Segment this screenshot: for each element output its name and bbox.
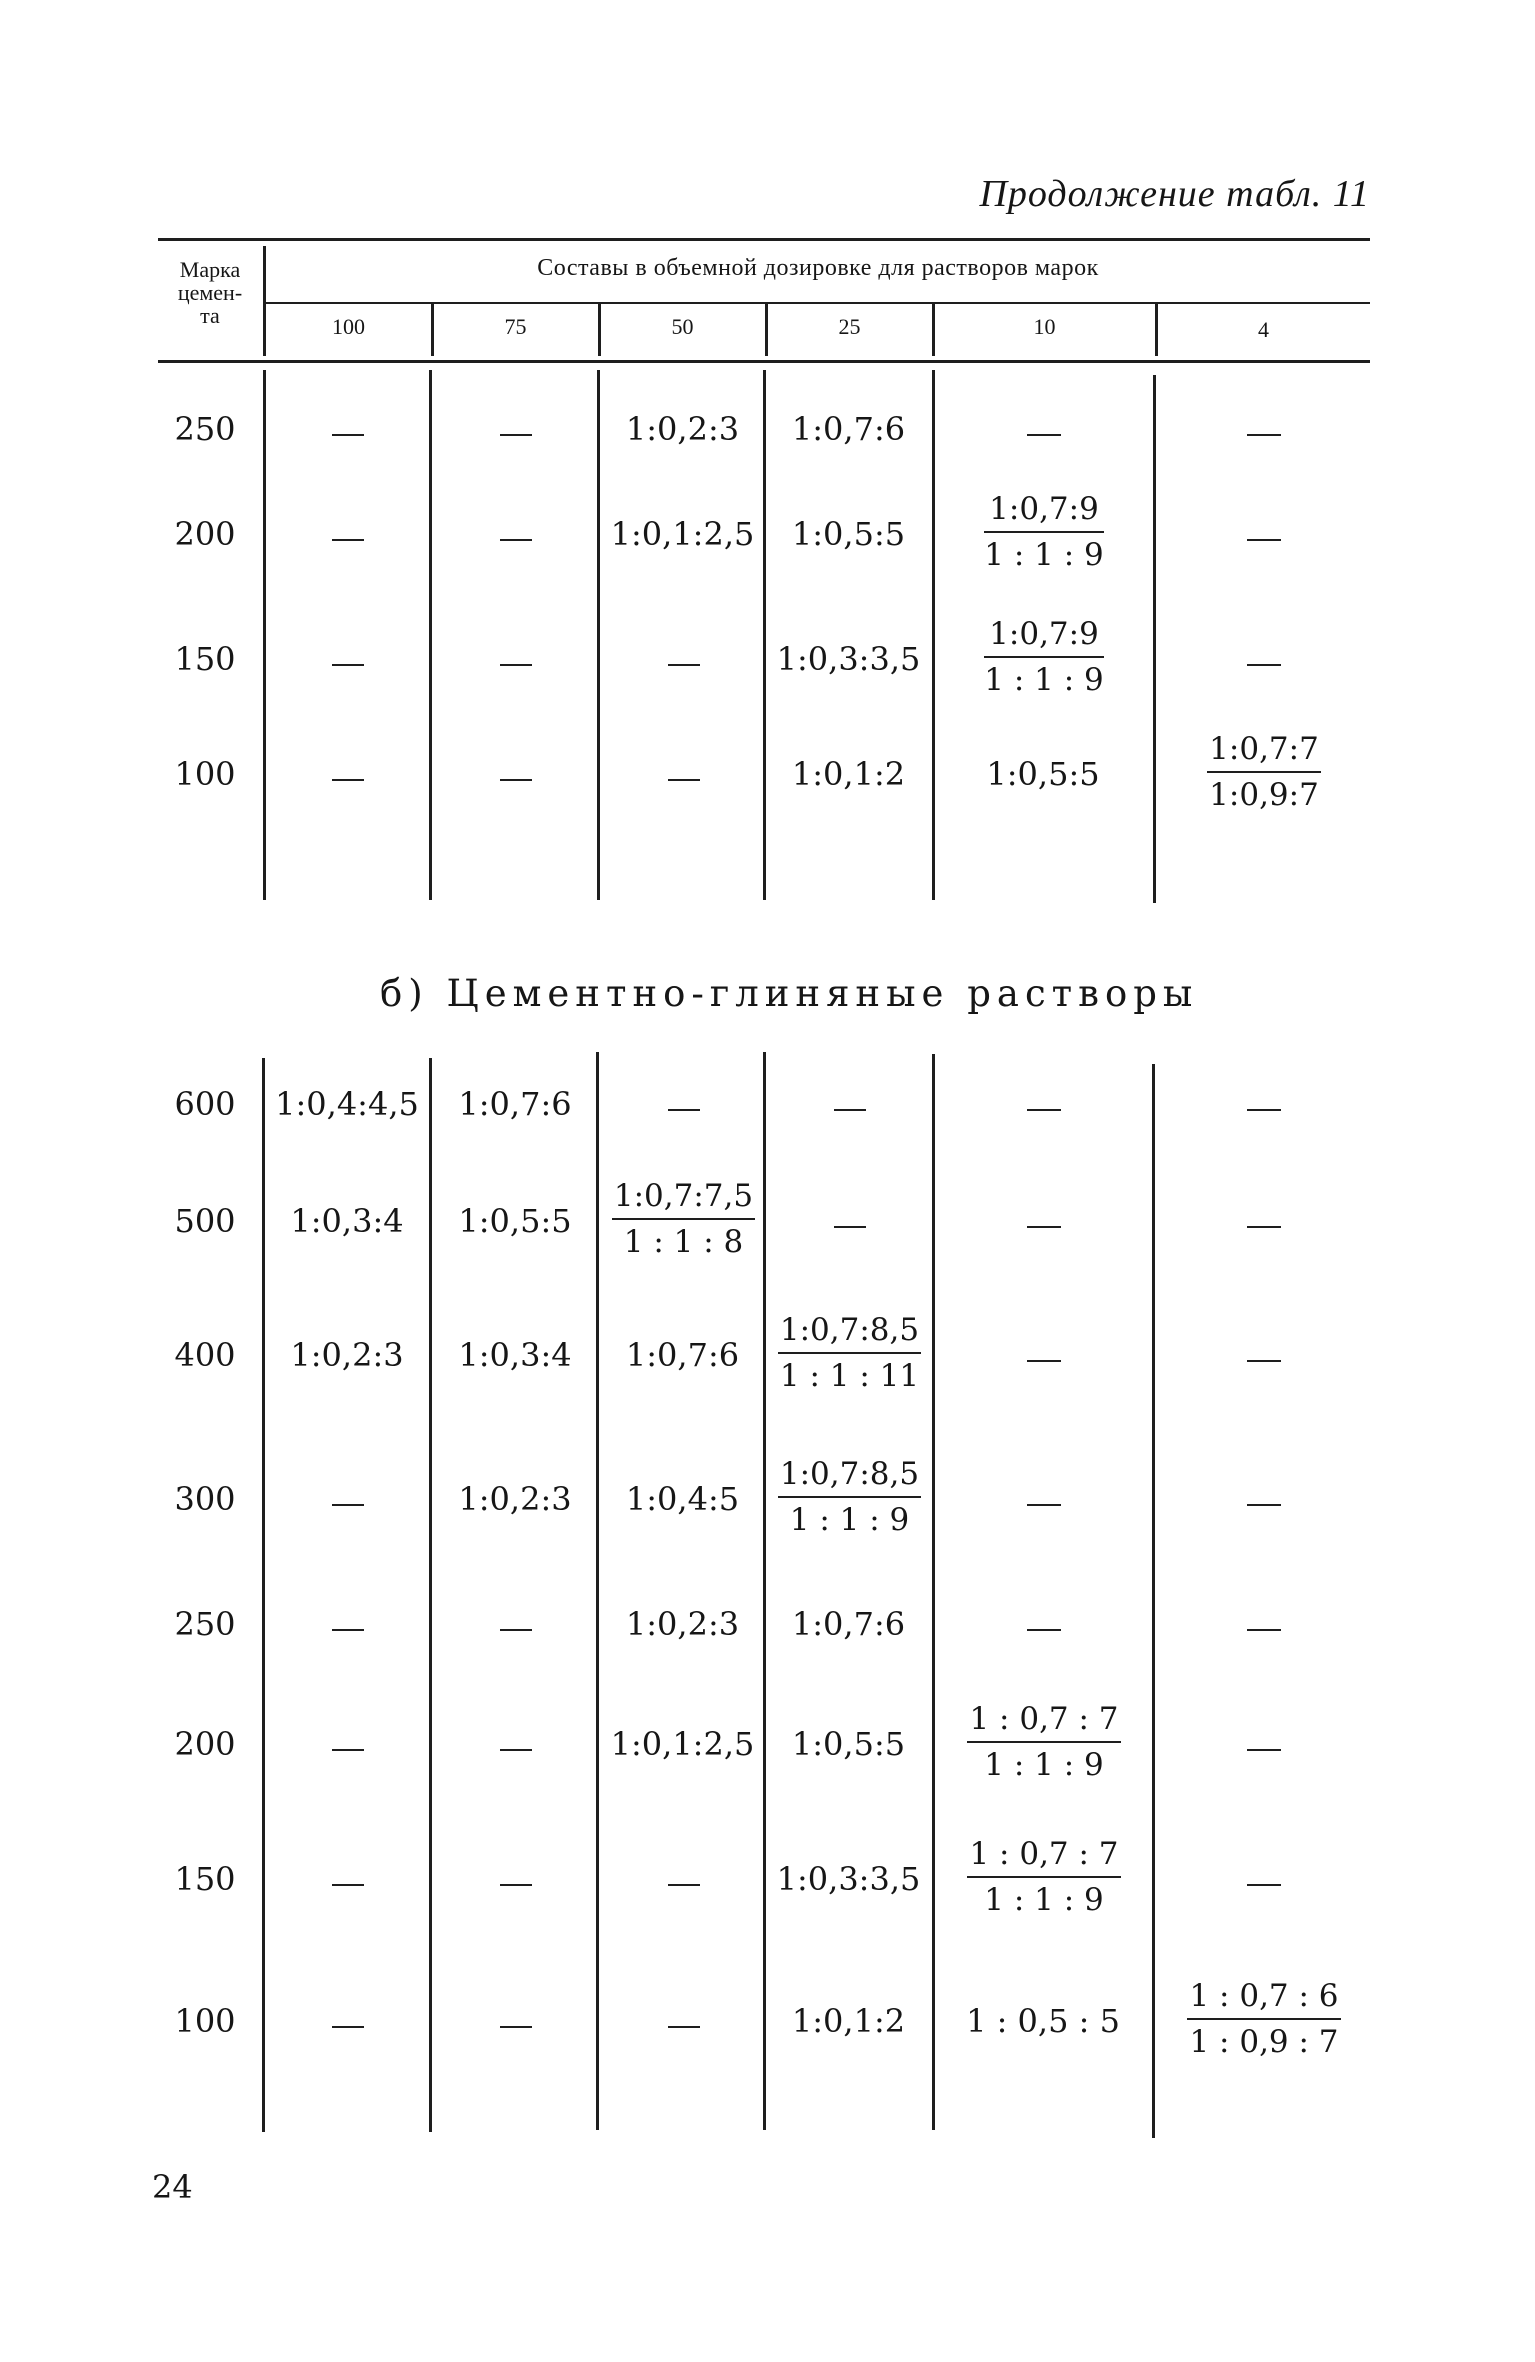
b-composition-cell: 1:0,1:2 (791, 2002, 906, 2040)
a-composition-cell: 1:0,3:3,5 (776, 640, 921, 678)
b-empty-dash (1027, 1360, 1061, 1362)
b-empty-dash (500, 1749, 532, 1751)
b-empty-dash (1247, 1884, 1281, 1886)
a-divider-1 (429, 370, 432, 900)
b-empty-dash (332, 1749, 364, 1751)
header-divider-0 (263, 246, 266, 356)
b-mark-150: 150 (174, 1860, 236, 1898)
a-divider-2 (597, 370, 600, 900)
b-fraction-cell (937, 1836, 1151, 1918)
b-empty-dash (1247, 1504, 1281, 1506)
b-fraction-cell (768, 1456, 931, 1538)
a-fraction-numerator: 1:0,7:9 (984, 616, 1103, 658)
b-composition-cell: 1 : 0,5 : 5 (966, 2002, 1120, 2040)
header-col-100: 100 (332, 314, 365, 339)
b-empty-dash (500, 2026, 532, 2028)
a-composition-cell: 1:0,5:5 (791, 515, 906, 553)
header-col-75: 75 (504, 314, 527, 339)
table-continuation-caption: Продолжение табл. 11 (979, 173, 1370, 215)
b-empty-dash (1027, 1109, 1061, 1111)
b-fraction-numerator: 1:0,7:8,5 (778, 1312, 921, 1354)
b-fraction-cell (768, 1312, 931, 1394)
b-empty-dash (668, 2026, 700, 2028)
a-divider-3 (763, 370, 766, 900)
b-composition-cell: 1:0,7:6 (791, 1605, 906, 1643)
a-composition-cell: 1:0,2:3 (625, 410, 740, 448)
a-empty-dash (668, 664, 700, 666)
a-empty-dash (500, 779, 532, 781)
b-empty-dash (834, 1226, 866, 1228)
b-fraction-cell (602, 1178, 765, 1260)
a-empty-dash (332, 664, 364, 666)
b-fraction-denominator: 1 : 1 : 11 (779, 1358, 920, 1394)
b-fraction-numerator: 1:0,7:8,5 (778, 1456, 921, 1498)
a-fraction-denominator: 1 : 1 : 9 (984, 537, 1104, 573)
a-empty-dash (668, 779, 700, 781)
b-fraction-denominator: 1 : 1 : 9 (984, 1882, 1104, 1918)
b-fraction-numerator: 1:0,7:7,5 (612, 1178, 755, 1220)
b-composition-cell: 1:0,2:3 (290, 1336, 404, 1374)
a-composition-cell: 1:0,1:2 (791, 755, 906, 793)
b-fraction-denominator: 1 : 1 : 8 (623, 1224, 744, 1260)
a-divider-0 (263, 370, 266, 900)
b-fraction-denominator: 1 : 1 : 9 (789, 1502, 910, 1538)
b-mark-400: 400 (174, 1336, 236, 1374)
b-composition-cell: 1:0,4:4,5 (275, 1085, 419, 1123)
a-empty-dash (500, 539, 532, 541)
b-mark-300: 300 (174, 1480, 236, 1518)
a-empty-dash (1247, 664, 1281, 666)
header-col-25: 25 (838, 314, 861, 339)
b-fraction-denominator: 1 : 0,9 : 7 (1189, 2024, 1339, 2060)
section-b-title: б) Цементно-глиняные растворы (380, 972, 1199, 1015)
b-empty-dash (834, 1109, 866, 1111)
b-composition-cell: 1:0,7:6 (458, 1085, 572, 1123)
b-empty-dash (1247, 1629, 1281, 1631)
a-empty-dash (500, 664, 532, 666)
a-empty-dash (500, 434, 532, 436)
b-empty-dash (332, 1884, 364, 1886)
b-composition-cell: 1:0,2:3 (458, 1480, 572, 1518)
b-composition-cell: 1:0,3:3,5 (776, 1860, 921, 1898)
b-mark-250: 250 (174, 1605, 236, 1643)
a-empty-dash (332, 434, 364, 436)
b-fraction-numerator: 1 : 0,7 : 7 (967, 1836, 1120, 1878)
a-empty-dash (332, 539, 364, 541)
b-empty-dash (500, 1884, 532, 1886)
b-composition-cell: 1:0,2:3 (625, 1605, 740, 1643)
header-col-10: 10 (1033, 314, 1056, 339)
b-empty-dash (1027, 1629, 1061, 1631)
b-composition-cell: 1:0,3:4 (290, 1202, 404, 1240)
a-empty-dash (332, 779, 364, 781)
b-empty-dash (1027, 1226, 1061, 1228)
b-empty-dash (1247, 1226, 1281, 1228)
a-fraction-numerator: 1:0,7:7 (1207, 731, 1321, 773)
a-fraction-denominator: 1:0,9:7 (1209, 777, 1319, 813)
b-divider-5 (1152, 1064, 1155, 2138)
a-mark-100: 100 (174, 755, 236, 793)
b-fraction-numerator: 1 : 0,7 : 7 (967, 1701, 1120, 1743)
a-composition-cell: 1:0,7:6 (791, 410, 906, 448)
a-empty-dash (1247, 434, 1281, 436)
b-composition-cell: 1:0,5:5 (458, 1202, 572, 1240)
header-compositions: Составы в объемной дозировке для растворов марок (537, 255, 1099, 281)
a-fraction-denominator: 1 : 1 : 9 (984, 662, 1104, 698)
a-mark-200: 200 (174, 515, 236, 553)
a-empty-dash (1247, 539, 1281, 541)
a-divider-4 (932, 370, 935, 900)
b-empty-dash (1247, 1749, 1281, 1751)
a-mark-250: 250 (174, 410, 236, 448)
b-fraction-cell (1158, 1978, 1370, 2060)
b-empty-dash (332, 1629, 364, 1631)
header-col-50: 50 (671, 314, 694, 339)
header-col-4: 4 (1258, 317, 1269, 342)
b-composition-cell: 1:0,3:4 (458, 1336, 572, 1374)
a-divider-5 (1153, 375, 1156, 903)
a-mark-150: 150 (174, 640, 236, 678)
b-mark-200: 200 (174, 1725, 236, 1763)
header-bottom-rule (158, 360, 1370, 363)
b-empty-dash (1247, 1109, 1281, 1111)
b-empty-dash (1027, 1504, 1061, 1506)
page-number: 24 (152, 2168, 193, 2206)
b-mark-100: 100 (174, 2002, 236, 2040)
b-empty-dash (500, 1629, 532, 1631)
b-composition-cell: 1:0,7:6 (625, 1336, 740, 1374)
header-top-rule (158, 238, 1370, 241)
b-composition-cell: 1:0,1:2,5 (610, 1725, 755, 1763)
b-fraction-numerator: 1 : 0,7 : 6 (1187, 1978, 1340, 2020)
a-fraction-cell (937, 491, 1151, 573)
b-empty-dash (668, 1109, 700, 1111)
b-divider-4 (932, 1054, 935, 2130)
b-mark-600: 600 (174, 1085, 236, 1123)
a-empty-dash (1027, 434, 1061, 436)
b-empty-dash (668, 1884, 700, 1886)
b-empty-dash (332, 2026, 364, 2028)
b-empty-dash (1247, 1360, 1281, 1362)
b-composition-cell: 1:0,4:5 (625, 1480, 740, 1518)
b-composition-cell: 1:0,5:5 (791, 1725, 906, 1763)
a-composition-cell: 1:0,5:5 (986, 755, 1100, 793)
a-fraction-cell (937, 616, 1151, 698)
b-mark-500: 500 (174, 1202, 236, 1240)
b-fraction-cell (937, 1701, 1151, 1783)
b-fraction-denominator: 1 : 1 : 9 (984, 1747, 1104, 1783)
b-empty-dash (332, 1504, 364, 1506)
a-fraction-numerator: 1:0,7:9 (984, 491, 1103, 533)
header-cement-grade: Марка цемен- та (177, 257, 243, 329)
a-composition-cell: 1:0,1:2,5 (610, 515, 755, 553)
a-fraction-cell (1158, 731, 1370, 813)
